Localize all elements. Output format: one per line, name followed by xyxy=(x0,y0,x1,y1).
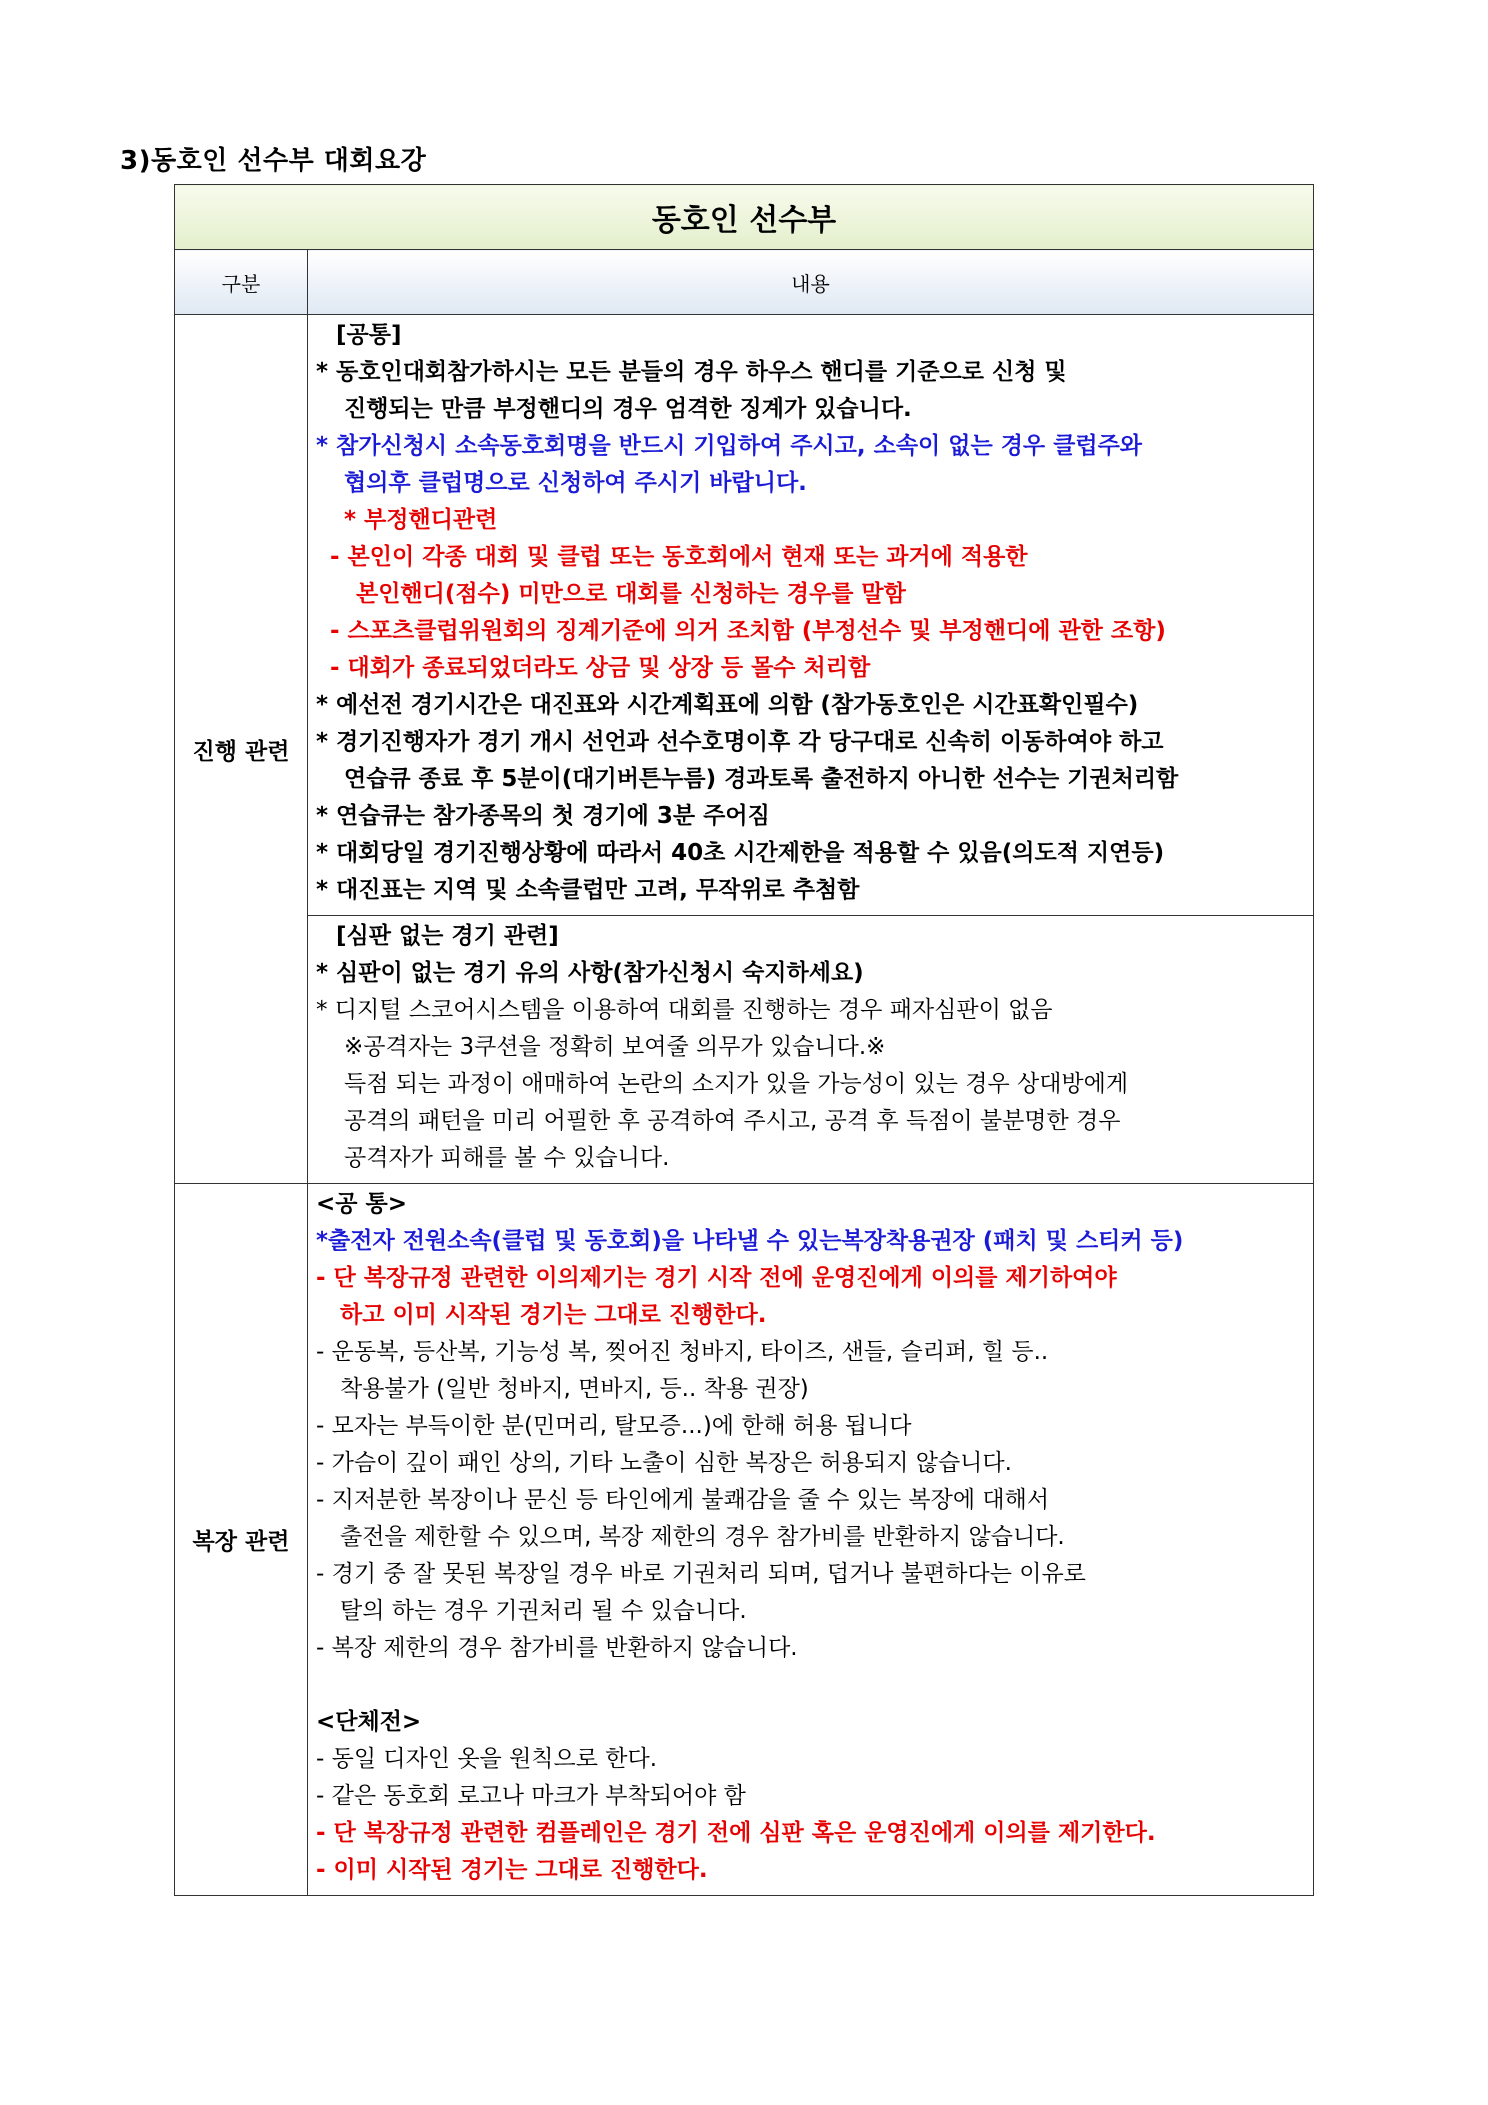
rule-row xyxy=(175,315,1314,916)
rule-line: * 부정핸디관련 xyxy=(344,507,498,533)
rule-line: - 지저분한 복장이나 문신 등 타인에게 불쾌감을 줄 수 있는 복장에 대해서 xyxy=(316,1487,1050,1513)
rule-line: ※공격자는 3쿠션을 정확히 보여줄 의무가 있습니다.※ xyxy=(344,1034,886,1060)
rule-line: [공통] xyxy=(336,322,402,348)
rule-line: - 같은 동호회 로고나 마크가 부착되어야 함 xyxy=(316,1783,746,1809)
rule-line: - 본인이 각종 대회 및 클럽 또는 동호회에서 현재 또는 과거에 적용한 xyxy=(330,544,1028,570)
rule-line: - 경기 중 잘 못된 복장일 경우 바로 기권처리 되며, 덥거나 불편하다는 이유로 xyxy=(316,1561,1086,1587)
rule-line: * 디지털 스코어시스템을 이용하여 대회를 진행하는 경우 패자심판이 없음 xyxy=(316,997,1053,1023)
rule-line: * 심판이 없는 경기 유의 사항(참가신청시 숙지하세요) xyxy=(316,960,864,986)
rule-line: * 대회당일 경기진행상황에 따라서 40초 시간제한을 적용할 수 있음(의도적 지연등) xyxy=(316,840,1165,866)
rule-line: 하고 이미 시작된 경기는 그대로 진행한다. xyxy=(340,1302,767,1328)
rule-line: - 대회가 종료되었더라도 상금 및 상장 등 몰수 처리함 xyxy=(330,655,871,681)
rule-row xyxy=(175,916,1314,1184)
rule-row xyxy=(175,1184,1314,1896)
table-title-row xyxy=(175,185,1314,250)
rule-line: <단체전> xyxy=(316,1709,422,1735)
section-heading: 3)동호인 선수부 대회요강 xyxy=(120,146,427,176)
rule-line: 협의후 클럽명으로 신청하여 주시기 바랍니다. xyxy=(344,470,807,496)
content-cell xyxy=(308,1184,1314,1896)
rule-line: * 연습큐는 참가종목의 첫 경기에 3분 주어짐 xyxy=(316,803,770,829)
category-cell: 복장 관련 xyxy=(175,1184,308,1896)
rule-line: - 동일 디자인 옷을 원칙으로 한다. xyxy=(316,1746,657,1772)
rule-line: 득점 되는 과정이 애매하여 논란의 소지가 있을 가능성이 있는 경우 상대방에게 xyxy=(344,1071,1129,1097)
rule-line: 공격의 패턴을 미리 어필한 후 공격하여 주시고, 공격 후 득점이 불분명한 경우 xyxy=(344,1108,1121,1134)
rule-line: 공격자가 피해를 볼 수 있습니다. xyxy=(344,1145,670,1171)
rule-line: * 동호인대회참가하시는 모든 분들의 경우 하우스 핸디를 기준으로 신청 및 xyxy=(316,359,1067,385)
rule-line: <공 통> xyxy=(316,1191,407,1217)
rule-line: - 운동복, 등산복, 기능성 복, 찢어진 청바지, 타이즈, 샌들, 슬리퍼, 힐 등.. xyxy=(316,1339,1049,1365)
rule-line: - 복장 제한의 경우 참가비를 반환하지 않습니다. xyxy=(316,1635,798,1661)
rule-line: 진행되는 만큼 부정핸디의 경우 엄격한 징계가 있습니다. xyxy=(344,396,912,422)
rule-line: * 예선전 경기시간은 대진표와 시간계획표에 의함 (참가동호인은 시간표확인필수) xyxy=(316,692,1139,718)
rule-line: *출전자 전원소속(클럽 및 동호회)을 나타낼 수 있는복장착용권장 (패치 및 스티커 등) xyxy=(316,1228,1184,1254)
rule-line: - 이미 시작된 경기는 그대로 진행한다. xyxy=(316,1857,708,1883)
competition-rules-table xyxy=(174,184,1314,1896)
rule-line: * 참가신청시 소속동호회명을 반드시 기입하여 주시고, 소속이 없는 경우 클럽주와 xyxy=(316,433,1143,459)
rule-line: 탈의 하는 경우 기권처리 될 수 있습니다. xyxy=(340,1598,747,1624)
rule-line: * 경기진행자가 경기 개시 선언과 선수호명이후 각 당구대로 신속히 이동하여야 하고 xyxy=(316,729,1164,755)
rule-line: - 단 복장규정 관련한 이의제기는 경기 시작 전에 운영진에게 이의를 제기하여야 xyxy=(316,1265,1117,1291)
table-header-row xyxy=(175,250,1314,315)
column-header-category: 구분 xyxy=(175,250,308,315)
content-cell xyxy=(308,916,1314,1184)
table-title: 동호인 선수부 xyxy=(175,185,1314,250)
rule-line: 출전을 제한할 수 있으며, 복장 제한의 경우 참가비를 반환하지 않습니다. xyxy=(340,1524,1065,1550)
category-cell: 진행 관련 xyxy=(175,315,308,1184)
rules-body xyxy=(175,315,1314,1896)
rule-line: * 대진표는 지역 및 소속클럽만 고려, 무작위로 추첨함 xyxy=(316,877,860,903)
column-header-content: 내용 xyxy=(308,250,1314,315)
rule-line: - 모자는 부득이한 분(민머리, 탈모증...)에 한해 허용 됩니다 xyxy=(316,1413,912,1439)
rule-line: [심판 없는 경기 관련] xyxy=(336,923,559,949)
rule-line: 본인핸디(점수) 미만으로 대회를 신청하는 경우를 말함 xyxy=(356,581,906,607)
rule-line: - 단 복장규정 관련한 컴플레인은 경기 전에 심판 혹은 운영진에게 이의를 제기한다. xyxy=(316,1820,1156,1846)
rule-line xyxy=(316,1667,1305,1704)
rule-line: - 스포츠클럽위원회의 징계기준에 의거 조치함 (부정선수 및 부정핸디에 관한 조항) xyxy=(330,618,1166,644)
rule-line: - 가슴이 깊이 패인 상의, 기타 노출이 심한 복장은 허용되지 않습니다. xyxy=(316,1450,1012,1476)
content-cell xyxy=(308,315,1314,916)
rule-line: 연습큐 종료 후 5분이(대기버튼누름) 경과토록 출전하지 아니한 선수는 기권처리함 xyxy=(344,766,1179,792)
rule-line: 착용불가 (일반 청바지, 면바지, 등.. 착용 권장) xyxy=(340,1376,809,1402)
